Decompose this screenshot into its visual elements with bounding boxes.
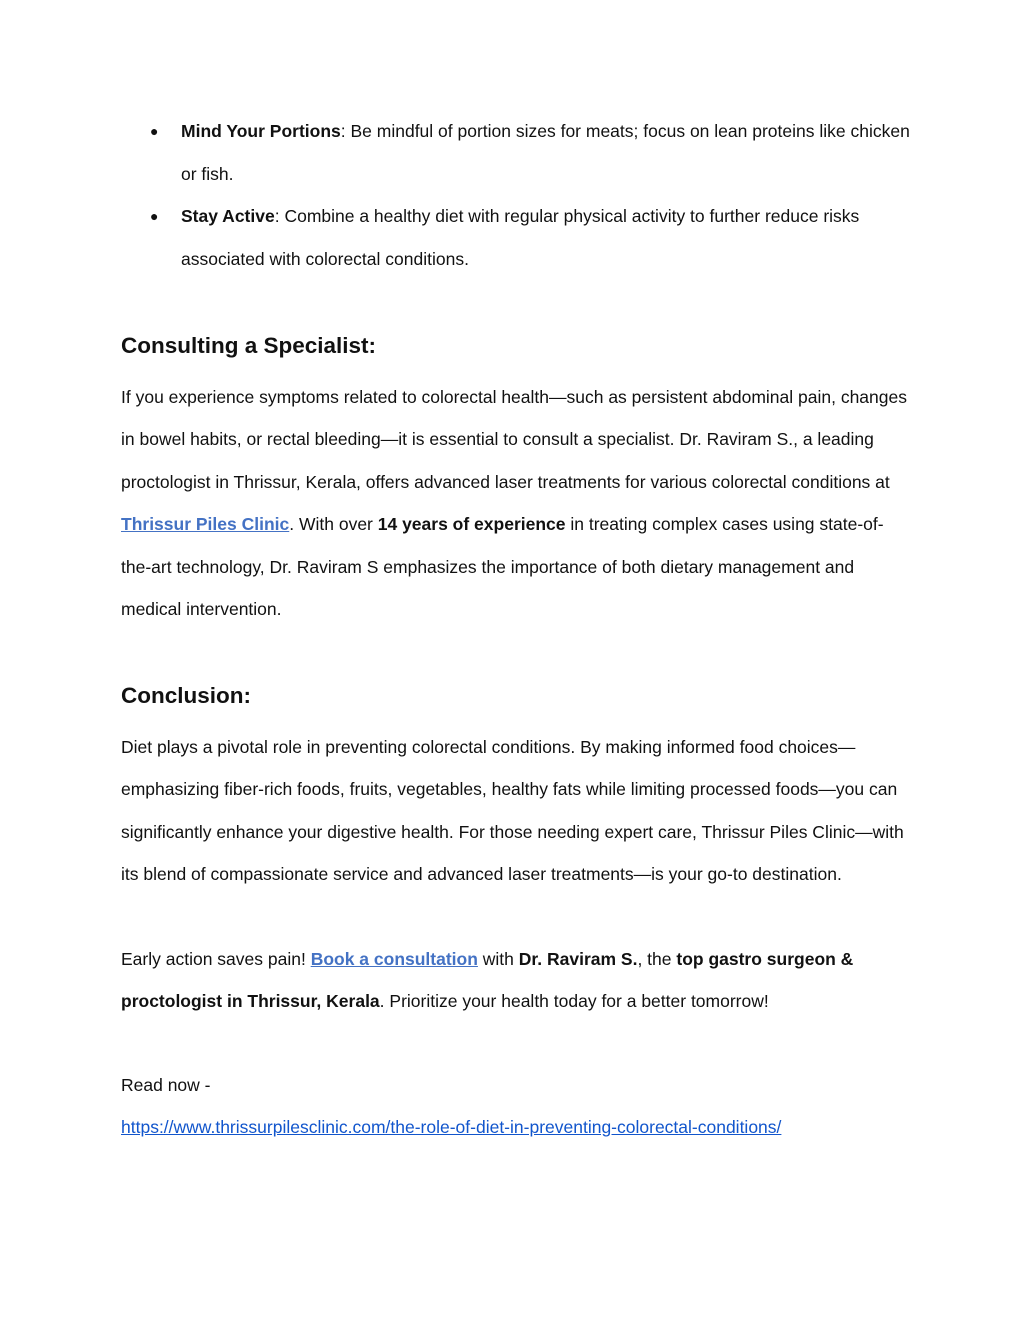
cta-text-start: Early action saves pain! [121, 949, 311, 969]
cta-paragraph [121, 938, 911, 1023]
specialist-text-2: . With over [289, 514, 378, 535]
specialist-text-3: in treating complex cases using state-of-the-art technology, Dr. Raviram S emphasizes the importance of both dietary management and medical intervention. [121, 514, 884, 620]
doctor-name: Dr. Raviram S. [518, 949, 638, 969]
bullet-text: : Be mindful of portion sizes for meats; focus on lean proteins like chicken or fish. [181, 121, 910, 184]
cta-text-end: . Prioritize your health today for a better tomorrow! [379, 991, 769, 1012]
section-heading-specialist: Consulting a Specialist: [121, 333, 377, 358]
bullet-icon: ● [150, 123, 159, 139]
cta-text-the: , the [637, 949, 677, 969]
conclusion-paragraph: Diet plays a pivotal role in preventing colorectal conditions. By making informed food choices—emphasizing fiber-rich foods, fruits, vegetables, healthy fats while limiting processed foods—you can significantly enhance your digestive health. For those needing expert care, Thrissur Piles Clinic—with its blend of compassionate service and advanced laser treatments—is your go-to destination. [121, 737, 904, 885]
bullet-icon: ● [150, 208, 159, 224]
article-url-link[interactable]: https://www.thrissurpilesclinic.com/the-role-of-diet-in-preventing-colorectal-conditions/ [121, 1117, 782, 1137]
book-consultation-link[interactable]: Book a consultation [310, 949, 478, 969]
read-now-label: Read now - [121, 1075, 211, 1095]
section-heading-conclusion: Conclusion: [121, 683, 251, 708]
read-now-line [121, 1106, 911, 1148]
clinic-link[interactable]: Thrissur Piles Clinic [121, 514, 290, 535]
bullet-title: Stay Active [181, 206, 275, 226]
specialist-paragraph [121, 376, 911, 630]
bullet-text: : Combine a healthy diet with regular physical activity to further reduce risks associated with colorectal conditions. [181, 206, 860, 269]
list-item [150, 110, 911, 195]
experience-text: 14 years of experience [377, 514, 566, 535]
cta-text-with: with [477, 949, 519, 969]
list-item [150, 195, 911, 280]
bullet-title: Mind Your Portions [181, 121, 341, 141]
specialist-text-1: If you experience symptoms related to colorectal health—such as persistent abdominal pain, changes in bowel habits, or rectal bleeding—it is essential to consult a specialist. Dr. Raviram S., a leading proctologist in Thrissur, Kerala, offers advanced laser treatments for various colorectal conditions at [121, 387, 907, 492]
doctor-title: top gastro surgeon & proctologist in Thrissur, Kerala [121, 949, 854, 1012]
